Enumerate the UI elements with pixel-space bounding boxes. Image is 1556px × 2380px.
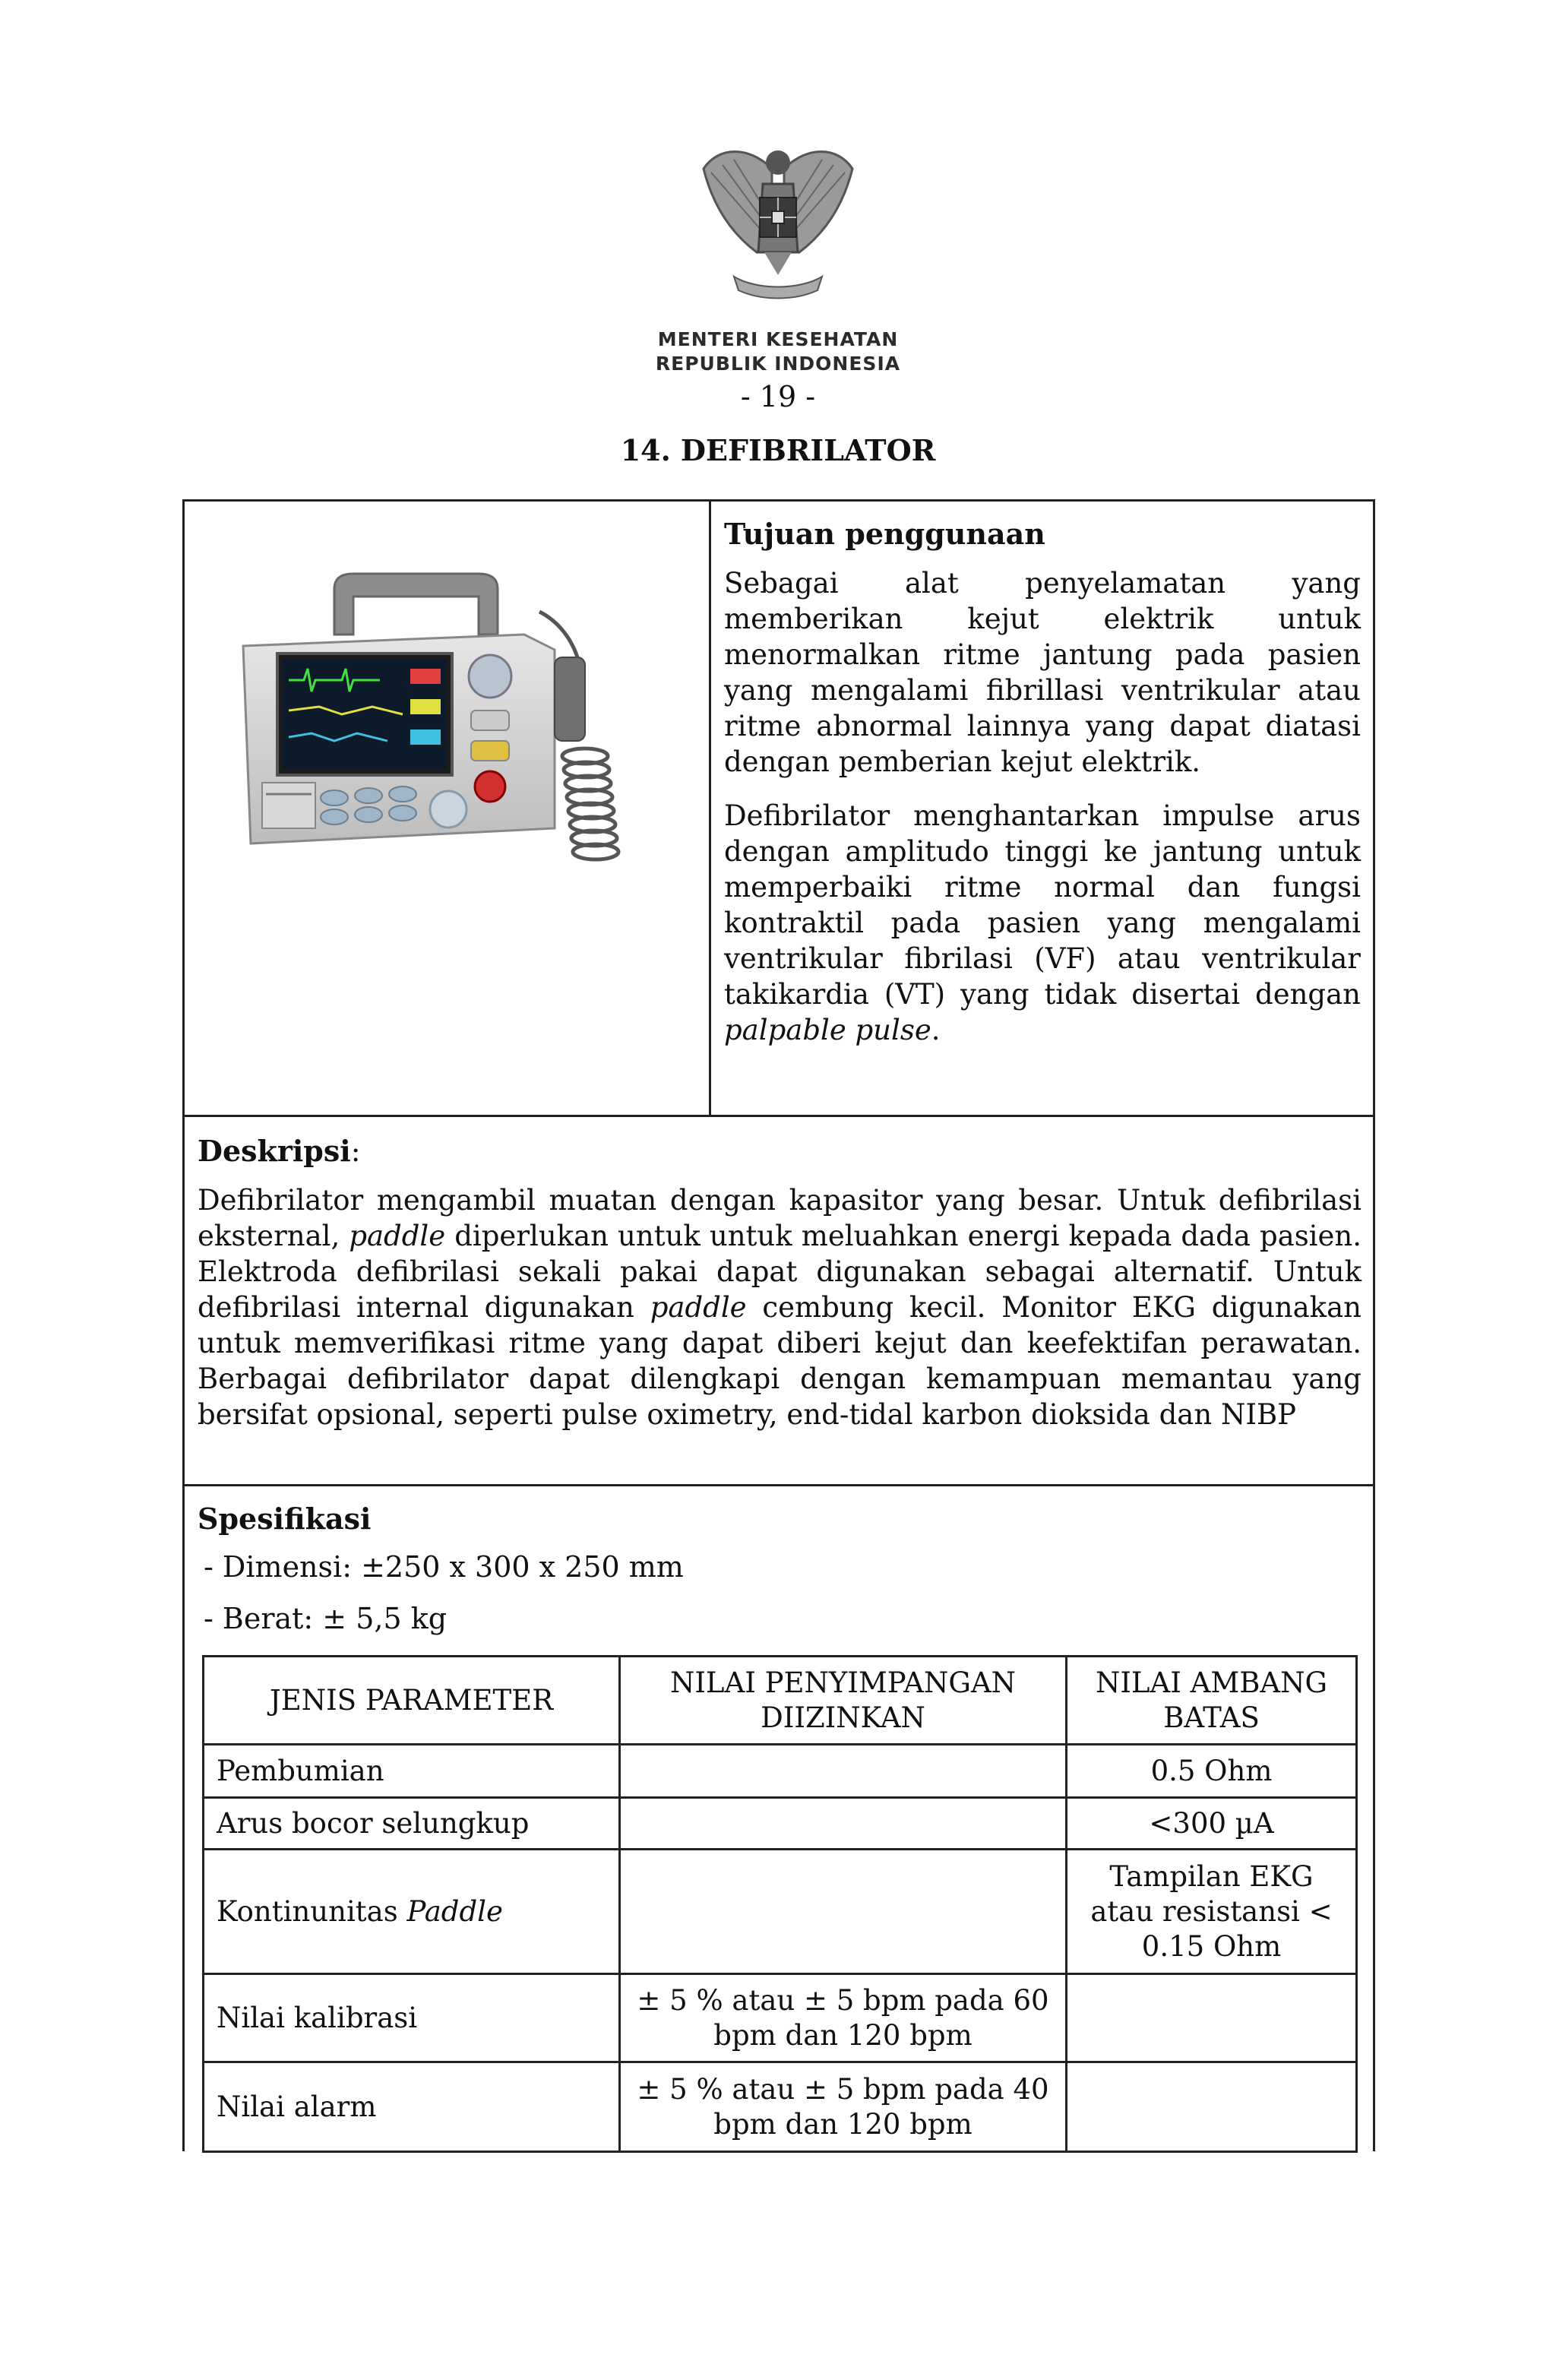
- purpose-paragraph-2: [724, 798, 1361, 1048]
- description-italic-2: paddle: [650, 1291, 747, 1324]
- parameter-table: [202, 1655, 1358, 2153]
- description-body: [198, 1182, 1362, 1432]
- frame-lower-border: [182, 1484, 1375, 1486]
- description-heading-line: [198, 1134, 361, 1168]
- specifications-heading: Spesifikasi: [198, 1502, 372, 1536]
- table-row: [204, 1974, 1357, 2062]
- cell-parameter-text: Kontinunitas: [217, 1894, 407, 1928]
- spec-item-weight: - Berat: ± 5,5 kg: [204, 1602, 448, 1635]
- cell-threshold: [1067, 2062, 1357, 2152]
- description-text-3: cembung kecil. Monitor EKG digunakan untuk memverifikasi ritme yang dapat diberi kejut dan keefektifan perawatan. Berbagai defibrilator dapat dilengkapi dengan kemampuan memantau yang bersifat opsional, seperti pulse oximetry, end-tidal karbon dioksida dan NIBP: [198, 1291, 1362, 1431]
- frame-column-divider: [709, 499, 711, 1116]
- description-heading-colon: :: [350, 1135, 361, 1168]
- frame-top-border: [182, 499, 1375, 502]
- cell-parameter: Nilai kalibrasi: [204, 1974, 620, 2062]
- defibrillator-photo: [220, 566, 646, 870]
- header-threshold: NILAI AMBANG BATAS: [1067, 1657, 1357, 1745]
- cell-parameter: Pembumian: [204, 1745, 620, 1798]
- ministry-name-line2: REPUBLIK INDONESIA: [655, 353, 901, 375]
- cell-deviation: [620, 1745, 1067, 1798]
- cell-deviation: [620, 1798, 1067, 1850]
- table-row: [204, 2062, 1357, 2152]
- table-row: [204, 1745, 1357, 1798]
- table-row: [204, 1798, 1357, 1850]
- purpose-paragraph-2-end: .: [931, 1014, 941, 1046]
- cell-parameter: Nilai alarm: [204, 2062, 620, 2152]
- page-number: - 19 -: [740, 380, 816, 413]
- description-italic-1: paddle: [349, 1220, 446, 1252]
- cell-parameter: Arus bocor selungkup: [204, 1798, 620, 1850]
- table-header-row: [204, 1657, 1357, 1745]
- header-allowed-deviation: NILAI PENYIMPANGAN DIIZINKAN: [620, 1657, 1067, 1745]
- garuda-emblem-icon: [696, 138, 860, 304]
- purpose-paragraph-2-text: Defibrilator menghantarkan impulse arus dengan amplitudo tinggi ke jantung untuk memperbaiki ritme normal dan fungsi kontraktil pada pasien yang mengalami ventrikular fibrilasi (VF) atau ventrikular takikardia (VT) yang tidak disertai dengan: [724, 799, 1361, 1011]
- description-heading: Deskripsi: [198, 1134, 351, 1168]
- cell-deviation: ± 5 % atau ± 5 bpm pada 40 bpm dan 120 bpm: [620, 2062, 1067, 2152]
- header-parameter-type: JENIS PARAMETER: [204, 1657, 620, 1745]
- frame-right-border: [1373, 499, 1375, 2151]
- frame-middle-border: [182, 1115, 1375, 1117]
- purpose-paragraph-2-italic: palpable pulse: [724, 1014, 931, 1046]
- purpose-paragraph-1: Sebagai alat penyelamatan yang memberikan kejut elektrik untuk menormalkan ritme jantung pada pasien yang mengalami fibrillasi ventrikular atau ritme abnormal lainnya yang dapat diatasi dengan pemberian kejut elektrik.: [724, 567, 1361, 778]
- cell-threshold: [1067, 1974, 1357, 2062]
- cell-deviation: ± 5 % atau ± 5 bpm pada 60 bpm dan 120 bpm: [620, 1974, 1067, 2062]
- table-row: [204, 1850, 1357, 1974]
- description-text-1: Defibrilator mengambil muatan dengan kapasitor yang besar. Untuk defibrilasi eksternal,: [198, 1184, 1362, 1252]
- document-title: 14. DEFIBRILATOR: [620, 433, 936, 467]
- frame-left-border: [182, 499, 185, 2151]
- purpose-heading: Tujuan penggunaan: [724, 517, 1045, 551]
- cell-parameter-italic: Paddle: [406, 1894, 503, 1928]
- cell-deviation: [620, 1850, 1067, 1974]
- description-text-2: diperlukan untuk untuk meluahkan energi kepada dada pasien. Elektroda defibrilasi sekali pakai dapat digunakan sebagai alternatif. Untuk defibrilasi internal digunakan: [198, 1220, 1362, 1324]
- cell-threshold: 0.5 Ohm: [1067, 1745, 1357, 1798]
- cell-threshold: Tampilan EKG atau resistansi < 0.15 Ohm: [1067, 1850, 1357, 1974]
- cell-parameter: [204, 1850, 620, 1974]
- cell-threshold: <300 µA: [1067, 1798, 1357, 1850]
- ministry-name-line1: MENTERI KESEHATAN: [657, 328, 899, 350]
- spec-item-dimensions: - Dimensi: ±250 x 300 x 250 mm: [204, 1550, 684, 1584]
